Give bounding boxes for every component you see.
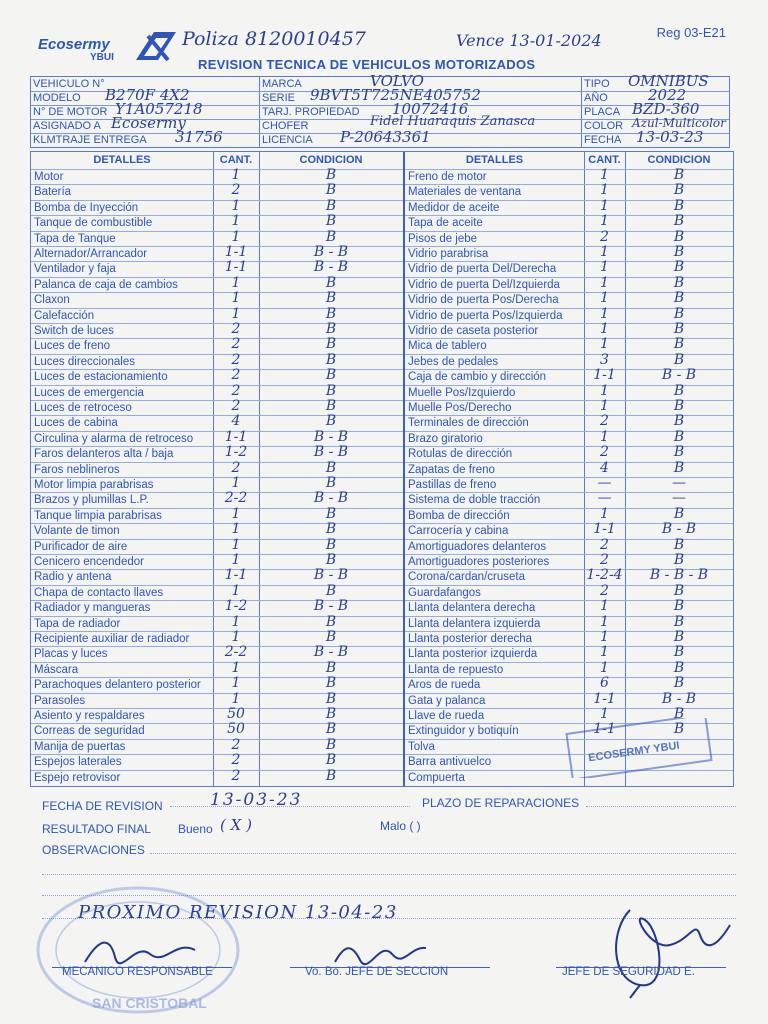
row-label: Tanque limpia parabrisas bbox=[34, 509, 162, 522]
row-condition: B bbox=[325, 305, 337, 322]
row-label: Llanta posterior derecha bbox=[408, 633, 533, 645]
row-condition: B bbox=[673, 459, 685, 476]
row-quantity: 1 bbox=[231, 536, 241, 553]
row-label: Llanta de repuesto bbox=[408, 663, 504, 676]
logo-brand: Ecosermy bbox=[38, 36, 110, 53]
resultado-final-label: RESULTADO FINAL bbox=[42, 822, 151, 836]
row-quantity: 1-1 bbox=[224, 567, 248, 584]
ano-field: AÑO 2022 bbox=[584, 86, 687, 104]
row-condition: B bbox=[673, 213, 685, 230]
row-condition: B - B bbox=[313, 567, 349, 584]
row-label: Tapa de radiador bbox=[34, 617, 121, 630]
row-condition: B bbox=[325, 398, 337, 414]
fecha-revision-value: 13-03-23 bbox=[210, 790, 303, 810]
row-condition: B bbox=[325, 382, 337, 399]
row-quantity: 1-1 bbox=[593, 690, 616, 707]
row-label: Tanque de combustible bbox=[34, 217, 153, 230]
row-quantity: 1 bbox=[600, 598, 609, 615]
row-quantity: 1 bbox=[600, 336, 609, 353]
row-condition: B bbox=[673, 505, 685, 522]
row-quantity: 1 bbox=[231, 505, 241, 522]
row-label: Luces de estacionamiento bbox=[34, 371, 168, 384]
row-label: Caja de cambio y dirección bbox=[408, 371, 547, 384]
row-condition: B bbox=[325, 736, 337, 753]
fecha-revision-label: FECHA DE REVISION bbox=[42, 799, 163, 813]
row-condition: B bbox=[673, 552, 685, 568]
row-condition: B bbox=[325, 582, 337, 599]
row-quantity: 2 bbox=[231, 336, 241, 353]
company-logo bbox=[34, 30, 184, 66]
row-label: Cenicero encendedor bbox=[34, 556, 144, 568]
row-quantity: 2 bbox=[600, 582, 609, 599]
row-condition: B bbox=[325, 367, 337, 384]
row-quantity: 1 bbox=[231, 290, 241, 307]
row-condition: B bbox=[325, 536, 337, 553]
row-condition: B - B bbox=[661, 521, 697, 538]
row-quantity: 2 bbox=[231, 736, 241, 753]
row-label: Circulina y alarma de retroceso bbox=[34, 432, 194, 445]
row-label: Vidrio parabrisa bbox=[408, 248, 489, 260]
bueno-label: Bueno bbox=[178, 822, 213, 836]
row-quantity: 1 bbox=[600, 321, 609, 337]
row-quantity: 6 bbox=[600, 675, 609, 692]
row-quantity: 2 bbox=[600, 444, 609, 461]
row-quantity: 2 bbox=[600, 552, 609, 568]
bueno-checkbox: ( X ) bbox=[220, 816, 252, 834]
row-quantity: 1 bbox=[600, 182, 609, 199]
row-quantity: 50 bbox=[227, 721, 245, 738]
row-label: Sistema de doble tracción bbox=[408, 494, 541, 507]
row-condition: B bbox=[325, 613, 337, 630]
stamp-text: SAN CRISTOBAL bbox=[92, 995, 207, 1011]
row-label: Pastillas de freno bbox=[408, 479, 497, 491]
row-condition: B - B - B bbox=[649, 567, 709, 584]
row-label: Motor limpia parabrisas bbox=[34, 479, 154, 491]
row-quantity: 1 bbox=[231, 690, 241, 707]
row-quantity: 1 bbox=[231, 613, 241, 630]
vehicle-info-block bbox=[30, 72, 730, 148]
row-label: Carrocería y cabina bbox=[408, 525, 509, 538]
row-label: Parachoques delantero posterior bbox=[34, 679, 201, 692]
row-condition: B bbox=[673, 706, 685, 722]
row-label: Freno de motor bbox=[408, 171, 487, 183]
row-label: Calefacción bbox=[34, 309, 95, 322]
jefe-seguridad-signature bbox=[600, 890, 740, 1000]
row-condition: B bbox=[673, 351, 685, 368]
row-quantity: 1-1 bbox=[593, 721, 616, 738]
row-condition: B bbox=[325, 228, 337, 245]
row-quantity: 1 bbox=[231, 659, 241, 676]
row-condition: B bbox=[325, 321, 337, 337]
company-stamp-text: ECOSERMY YBUI bbox=[587, 739, 681, 765]
row-quantity: 1 bbox=[231, 475, 241, 491]
row-quantity: 2 bbox=[600, 413, 609, 430]
proxima-revision-note: PROXIMO REVISION 13-04-23 bbox=[78, 902, 398, 923]
row-label: Tapa de aceite bbox=[408, 217, 483, 230]
row-quantity: 1 bbox=[600, 706, 609, 722]
row-quantity: 2 bbox=[231, 367, 241, 384]
row-label: Batería bbox=[34, 186, 72, 199]
row-label: Bomba de dirección bbox=[408, 509, 510, 522]
header-cant-left: CANT. bbox=[219, 154, 253, 166]
row-label: Jebes de pedales bbox=[408, 355, 499, 368]
row-label: Radio y antena bbox=[34, 571, 112, 584]
row-label: Barra antivuelco bbox=[408, 756, 492, 769]
row-condition: B bbox=[325, 459, 337, 476]
row-condition: B - B bbox=[313, 598, 349, 615]
row-quantity: 1 bbox=[231, 521, 241, 538]
row-quantity: 2 bbox=[231, 752, 241, 769]
row-condition: B bbox=[325, 690, 337, 707]
row-quantity: 1 bbox=[231, 629, 241, 645]
row-label: Faros delanteros alta / baja bbox=[34, 448, 174, 461]
row-label: Aros de rueda bbox=[408, 679, 481, 692]
row-label: Motor bbox=[34, 171, 64, 183]
row-label: Luces direccionales bbox=[34, 355, 136, 368]
row-label: Recipiente auxiliar de radiador bbox=[34, 633, 190, 645]
row-label: Guardafangos bbox=[408, 586, 481, 599]
row-quantity: 1 bbox=[231, 675, 241, 692]
row-condition: — bbox=[672, 490, 686, 507]
row-condition: B bbox=[673, 290, 685, 307]
row-condition: B bbox=[673, 167, 685, 183]
row-condition: B bbox=[325, 274, 337, 291]
row-label: Muelle Pos/Izquierdo bbox=[408, 386, 516, 399]
row-condition: B - B bbox=[661, 367, 697, 384]
row-label: Muelle Pos/Derecho bbox=[408, 402, 512, 414]
reg-code: Reg 03-E21 bbox=[656, 25, 726, 40]
row-quantity: 1 bbox=[600, 428, 609, 445]
row-quantity: 1 bbox=[600, 613, 609, 630]
row-quantity: 2-2 bbox=[224, 644, 248, 661]
row-quantity: 1 bbox=[600, 259, 609, 276]
row-label: Vidrio de puerta Pos/Derecha bbox=[408, 294, 559, 307]
row-label: Radiador y mangueras bbox=[34, 602, 151, 615]
row-quantity: 1 bbox=[231, 213, 241, 230]
row-label: Llanta posterior izquierda bbox=[408, 648, 538, 661]
row-quantity: 1 bbox=[600, 629, 609, 645]
row-condition: B bbox=[673, 644, 685, 661]
row-label: Alternador/Arrancador bbox=[34, 248, 148, 260]
row-condition: B bbox=[673, 259, 685, 276]
plazo-reparaciones-label: PLAZO DE REPARACIONES bbox=[422, 796, 580, 810]
header-cant-right: CANT. bbox=[588, 154, 621, 166]
row-condition: B bbox=[673, 582, 685, 599]
row-label: Bomba de Inyección bbox=[34, 201, 139, 214]
row-label: Amortiguadores delanteros bbox=[408, 540, 547, 553]
mecanico-signature bbox=[80, 932, 200, 968]
row-label: Materiales de ventana bbox=[408, 186, 522, 199]
row-quantity: 1 bbox=[600, 505, 609, 522]
vence-handwritten: Vence 13-01-2024 bbox=[456, 31, 602, 50]
row-condition: B bbox=[673, 197, 685, 214]
row-label: Brazo giratorio bbox=[408, 432, 483, 445]
row-condition: B bbox=[325, 336, 337, 353]
row-condition: B - B bbox=[313, 244, 349, 260]
row-quantity: 1 bbox=[600, 305, 609, 322]
row-quantity: 4 bbox=[231, 413, 241, 430]
row-quantity: 1 bbox=[600, 197, 609, 214]
row-condition: B bbox=[673, 413, 685, 430]
fecha-field: FECHA 13-03-23 bbox=[584, 128, 704, 146]
row-quantity: 1 bbox=[600, 382, 609, 399]
row-quantity: 1-1 bbox=[593, 521, 616, 538]
row-label: Gata y palanca bbox=[408, 694, 486, 707]
tipo-field: TIPO OMNIBUS bbox=[584, 72, 709, 90]
row-quantity: 50 bbox=[227, 706, 245, 722]
row-condition: B bbox=[325, 721, 337, 738]
color-field: COLOR Azul-Multicolor bbox=[584, 116, 726, 132]
row-quantity: 2 bbox=[231, 321, 241, 337]
row-condition: B bbox=[673, 659, 685, 676]
vehiculo-no-field: VEHICULO N° bbox=[33, 78, 105, 90]
row-label: Palanca de caja de cambios bbox=[34, 278, 178, 291]
row-condition: B - B bbox=[313, 644, 349, 661]
row-quantity: 2 bbox=[600, 536, 609, 553]
row-label: Asiento y respaldares bbox=[34, 710, 145, 722]
row-condition: B bbox=[325, 351, 337, 368]
row-condition: B bbox=[673, 398, 685, 414]
row-quantity: 1-2 bbox=[224, 444, 248, 461]
row-label: Corona/cardan/cruseta bbox=[408, 571, 525, 584]
row-quantity: 2 bbox=[231, 382, 241, 399]
row-quantity: 1 bbox=[600, 167, 609, 183]
row-condition: B bbox=[325, 213, 337, 230]
header-detalles-left: DETALLES bbox=[93, 154, 151, 166]
poliza-handwritten: Poliza 8120010457 bbox=[182, 28, 366, 50]
row-quantity: — bbox=[597, 475, 612, 491]
row-quantity: 1-1 bbox=[224, 259, 248, 276]
logo-sub: YBUI bbox=[90, 52, 114, 63]
row-condition: B bbox=[325, 182, 337, 199]
row-label: Pisos de jebe bbox=[408, 232, 478, 245]
row-label: Tapa de Tanque bbox=[34, 232, 116, 245]
licencia-field: LICENCIA P-20643361 bbox=[262, 128, 431, 146]
row-label: Parasoles bbox=[34, 694, 86, 707]
row-label: Purificador de aire bbox=[34, 540, 128, 553]
row-condition: B bbox=[325, 752, 337, 769]
row-quantity: 1 bbox=[600, 659, 609, 676]
row-quantity: 1 bbox=[231, 552, 241, 568]
row-condition: B bbox=[325, 167, 337, 183]
row-condition: B bbox=[325, 413, 337, 430]
row-label: Chapa de contacto llaves bbox=[34, 586, 164, 599]
row-label: Correas de seguridad bbox=[34, 725, 145, 738]
row-quantity: 4 bbox=[600, 459, 609, 476]
row-condition: B bbox=[673, 382, 685, 399]
row-condition: B bbox=[673, 428, 685, 445]
row-condition: B bbox=[673, 305, 685, 322]
row-quantity: 1 bbox=[600, 290, 609, 307]
row-quantity: 2 bbox=[231, 459, 241, 476]
row-label: Máscara bbox=[34, 663, 79, 676]
row-label: Llave de rueda bbox=[408, 710, 485, 722]
row-condition: B - B bbox=[313, 444, 349, 461]
row-quantity: 3 bbox=[600, 351, 609, 368]
header-condicion-left: CONDICION bbox=[299, 154, 363, 166]
row-label: Switch de luces bbox=[34, 325, 114, 337]
row-label: Espejos laterales bbox=[34, 756, 122, 769]
row-quantity: 1 bbox=[231, 228, 241, 245]
table-row bbox=[31, 767, 403, 787]
placa-field: PLACA BZD-360 bbox=[584, 100, 700, 118]
row-condition: B bbox=[673, 336, 685, 353]
row-condition: B - B bbox=[313, 259, 349, 276]
asignado-field: ASIGNADO A Ecosermy bbox=[33, 114, 186, 132]
row-condition: B bbox=[673, 444, 685, 461]
row-condition: B bbox=[325, 290, 337, 307]
row-condition: B bbox=[673, 721, 685, 738]
row-condition: B bbox=[325, 706, 337, 722]
jefe-seccion-label: Vo. Bo. JEFE DE SECCION bbox=[305, 966, 449, 978]
row-label: Zapatas de freno bbox=[408, 463, 495, 476]
row-condition: B bbox=[673, 274, 685, 291]
row-label: Manija de puertas bbox=[34, 740, 126, 753]
row-label: Vidrio de puerta Del/Derecha bbox=[408, 263, 557, 276]
row-condition: B bbox=[325, 767, 337, 784]
jefe-seguridad-label: JEFE DE SEGURIDAD E. bbox=[562, 966, 695, 978]
row-quantity: 2 bbox=[600, 228, 609, 245]
row-quantity: 1 bbox=[600, 244, 609, 260]
header-detalles-right: DETALLES bbox=[465, 154, 524, 166]
row-label: Rotulas de dirección bbox=[408, 448, 513, 461]
row-quantity: 2 bbox=[231, 398, 241, 414]
header-condicion-right: CONDICION bbox=[647, 154, 711, 166]
jefe-seccion-signature bbox=[330, 934, 430, 968]
row-condition: B bbox=[325, 505, 337, 522]
row-label: Medidor de aceite bbox=[408, 201, 500, 214]
row-label: Amortiguadores posteriores bbox=[408, 556, 550, 568]
row-condition: B bbox=[673, 613, 685, 630]
row-label: Luces de retroceso bbox=[34, 402, 132, 414]
modelo-field: MODELO B270F 4X2 bbox=[33, 86, 190, 104]
row-label: Tolva bbox=[408, 740, 435, 753]
row-quantity: 2 bbox=[231, 182, 241, 199]
row-label: Claxon bbox=[34, 294, 70, 307]
row-label: Vidrio de caseta posterior bbox=[408, 325, 539, 337]
row-condition: B bbox=[325, 552, 337, 568]
row-quantity: 1 bbox=[231, 274, 241, 291]
row-condition: B bbox=[325, 197, 337, 214]
row-label: Faros neblineros bbox=[34, 463, 120, 476]
row-label: Terminales de dirección bbox=[408, 417, 529, 430]
row-condition: B - B bbox=[313, 428, 349, 445]
row-label: Vidrio de puerta Pos/Izquierda bbox=[408, 309, 563, 322]
row-label: Compuerta bbox=[408, 771, 465, 784]
row-label: Placas y luces bbox=[34, 648, 108, 661]
row-quantity: — bbox=[597, 490, 612, 507]
row-condition: B bbox=[325, 475, 337, 491]
row-quantity: 1 bbox=[600, 398, 609, 414]
chofer-field: CHOFER Fidel Huaraquis Zanasca bbox=[262, 114, 536, 132]
row-label: Brazos y plumillas L.P. bbox=[34, 494, 149, 507]
row-condition: B bbox=[673, 598, 685, 615]
row-condition: B bbox=[673, 244, 685, 260]
row-condition: B bbox=[325, 675, 337, 692]
marca-field: MARCA VOLVO bbox=[262, 72, 424, 90]
row-quantity: 1 bbox=[600, 644, 609, 661]
row-quantity: 1 bbox=[231, 167, 241, 183]
motor-no-field: N° DE MOTOR Y1A057218 bbox=[33, 100, 203, 118]
row-condition: B bbox=[673, 536, 685, 553]
row-label: Ventilador y faja bbox=[34, 263, 116, 276]
row-quantity: 1-1 bbox=[593, 367, 616, 384]
row-condition: B bbox=[673, 321, 685, 337]
row-quantity: 1-1 bbox=[224, 244, 248, 260]
serie-field: SERIE 9BVT5T725NE405752 bbox=[262, 86, 481, 104]
row-quantity: 1 bbox=[600, 213, 609, 230]
row-condition: B bbox=[673, 182, 685, 199]
row-condition: B - B bbox=[313, 490, 349, 507]
row-label: Vidrio de puerta Del/Izquierda bbox=[408, 278, 560, 291]
row-label: Luces de emergencia bbox=[34, 386, 144, 399]
row-quantity: 1-1 bbox=[224, 428, 248, 445]
row-condition: — bbox=[672, 475, 686, 491]
row-label: Luces de freno bbox=[34, 340, 111, 353]
row-quantity: 1-2 bbox=[224, 598, 248, 615]
tarjeta-field: TARJ. PROPIEDAD 10072416 bbox=[262, 100, 469, 118]
row-condition: B bbox=[325, 659, 337, 676]
malo-checkbox: Malo ( ) bbox=[380, 819, 421, 833]
row-condition: B - B bbox=[661, 690, 697, 707]
row-label: Llanta delantera derecha bbox=[408, 602, 536, 615]
row-condition: B bbox=[673, 675, 685, 692]
logo-mark-icon bbox=[134, 30, 178, 64]
row-label: Espejo retrovisor bbox=[34, 771, 121, 784]
row-quantity: 2-2 bbox=[224, 490, 248, 507]
row-condition: B bbox=[325, 629, 337, 645]
row-label: Llanta delantera izquierda bbox=[408, 617, 541, 630]
observaciones-label: OBSERVACIONES bbox=[42, 843, 145, 857]
page-title: REVISION TECNICA DE VEHICULOS MOTORIZADOS bbox=[198, 57, 536, 72]
row-label: Mica de tablero bbox=[408, 340, 487, 353]
row-quantity: 1-2-4 bbox=[586, 567, 623, 584]
row-quantity: 1 bbox=[600, 274, 609, 291]
row-label: Luces de cabina bbox=[34, 417, 118, 430]
row-quantity: 1 bbox=[231, 197, 241, 214]
row-quantity: 1 bbox=[231, 305, 241, 322]
row-quantity: 1 bbox=[231, 582, 241, 599]
inspection-table bbox=[30, 151, 734, 787]
row-condition: B bbox=[673, 228, 685, 245]
row-label: Volante de timon bbox=[34, 525, 120, 538]
row-label: Extinguidor y botiquín bbox=[408, 725, 519, 738]
row-condition: B bbox=[325, 521, 337, 538]
km-field: KLMTRAJE ENTREGA 31756 bbox=[33, 128, 223, 146]
row-quantity: 2 bbox=[231, 767, 241, 784]
mecanico-label: MECANICO RESPONSABLE bbox=[62, 966, 213, 978]
row-quantity: 2 bbox=[231, 351, 241, 368]
row-condition: B bbox=[673, 629, 685, 645]
